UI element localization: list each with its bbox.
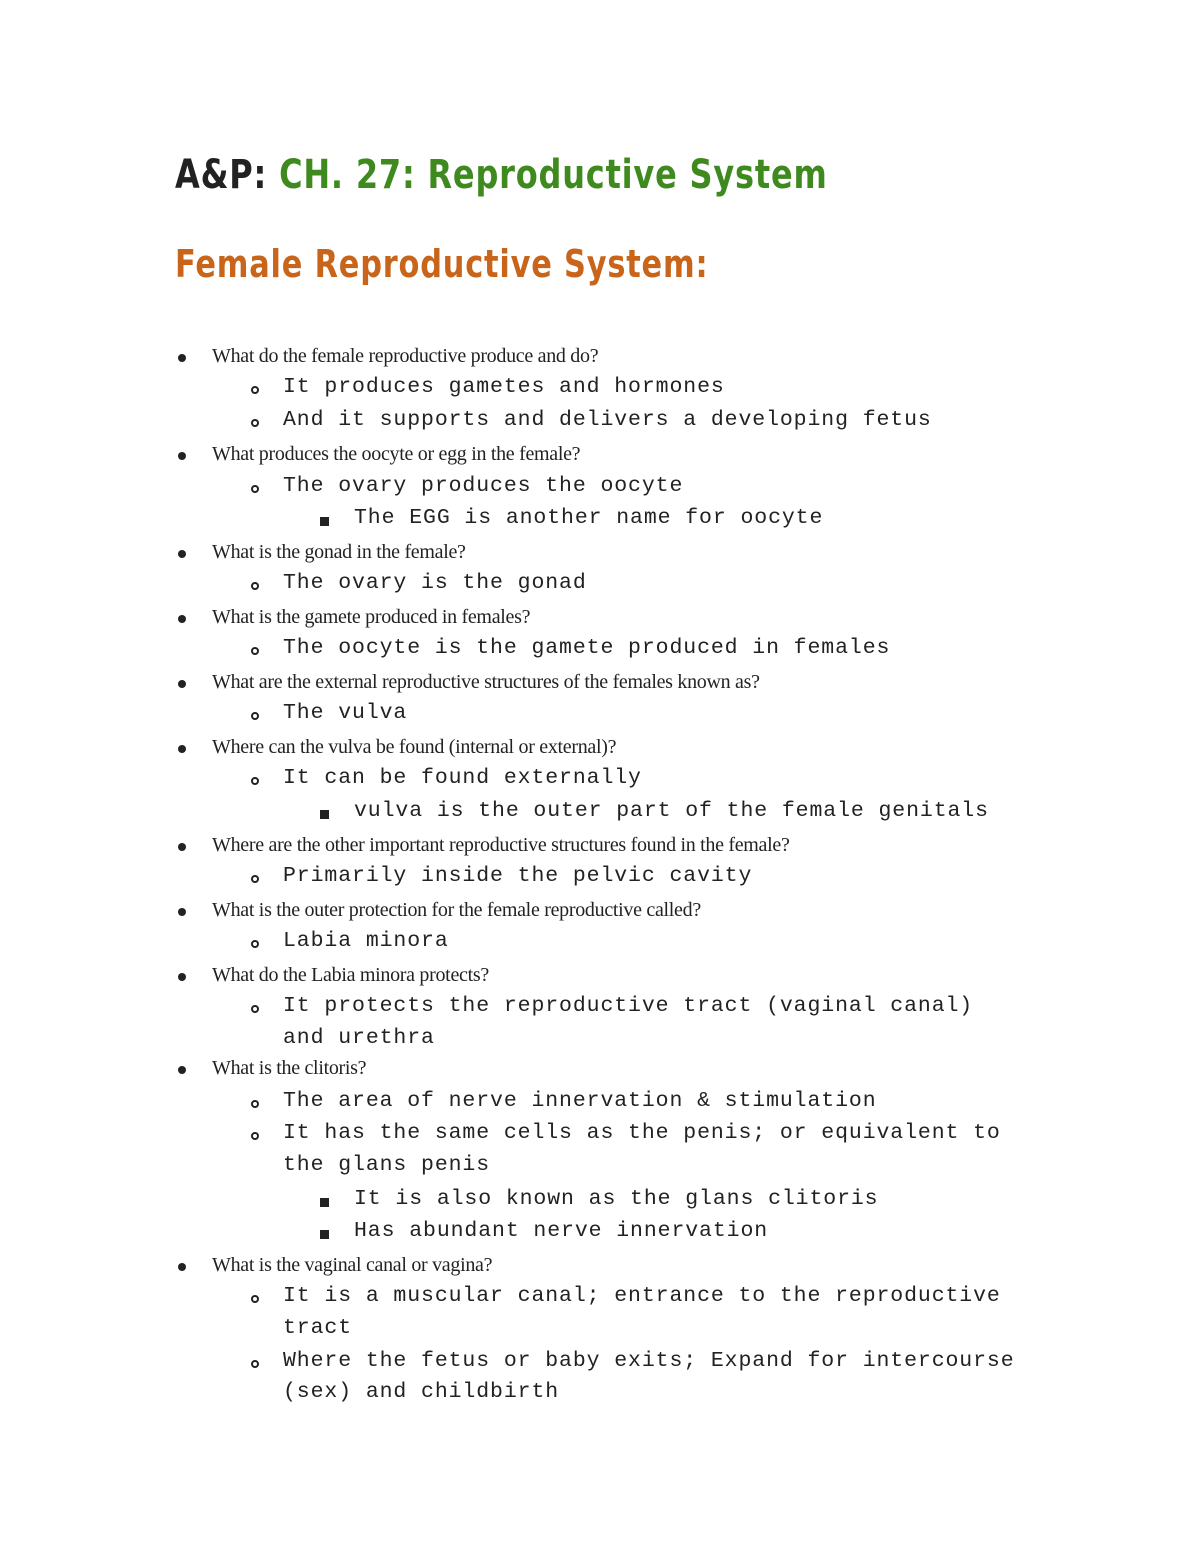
title-chapter: CH. 27: Reproductive System (279, 152, 828, 198)
title-course: A&P: (175, 152, 280, 198)
answer-item-bullet (251, 777, 259, 785)
answer-item: It protects the reproductive tract (vaginal canal) (283, 994, 974, 1018)
section-heading: Female Reproductive System: (175, 242, 709, 286)
question-item-bullet (178, 1263, 186, 1271)
answer-item-bullet (251, 419, 259, 427)
answer-item-bullet (251, 485, 259, 493)
question-item: What is the gonad in the female? (212, 541, 466, 563)
answer-item: The area of nerve innervation & stimulation (283, 1089, 877, 1113)
question-item-bullet (178, 973, 186, 981)
question-item-bullet (178, 745, 186, 753)
answer-item-bullet (251, 1005, 259, 1013)
answer-item-bullet (251, 712, 259, 720)
answer-item-bullet (251, 647, 259, 655)
question-item: What is the vaginal canal or vagina? (212, 1254, 493, 1276)
question-item-bullet (178, 1066, 186, 1074)
detail-item: It is also known as the glans clitoris (354, 1187, 879, 1211)
question-item-bullet (178, 843, 186, 851)
question-item: What is the outer protection for the female reproductive called? (212, 899, 701, 921)
question-item: Where are the other important reproductive structures found in the female? (212, 834, 790, 856)
question-item: What are the external reproductive structures of the females known as? (212, 671, 760, 693)
answer-item-bullet (251, 1360, 259, 1368)
answer-item: It produces gametes and hormones (283, 375, 725, 399)
answer-item-bullet (251, 875, 259, 883)
answer-continuation: tract (283, 1316, 353, 1340)
question-item-bullet (178, 680, 186, 688)
answer-continuation: and urethra (283, 1026, 435, 1050)
answer-item-bullet (251, 1295, 259, 1303)
question-item: What is the clitoris? (212, 1057, 367, 1079)
question-item-bullet (178, 452, 186, 460)
answer-item-bullet (251, 1100, 259, 1108)
answer-item: And it supports and delivers a developing fetus (283, 408, 932, 432)
detail-item-bullet (320, 810, 329, 819)
answer-continuation: the glans penis (283, 1153, 491, 1177)
answer-item: Primarily inside the pelvic cavity (283, 864, 753, 888)
answer-item-bullet (251, 1132, 259, 1140)
document-title (175, 152, 828, 198)
answer-item: The ovary produces the oocyte (283, 474, 684, 498)
answer-item: The ovary is the gonad (283, 571, 587, 595)
answer-item-bullet (251, 386, 259, 394)
question-item-bullet (178, 354, 186, 362)
answer-continuation: (sex) and childbirth (283, 1380, 560, 1404)
detail-item: The EGG is another name for oocyte (354, 506, 824, 530)
answer-item: Labia minora (283, 929, 449, 953)
detail-item-bullet (320, 1230, 329, 1239)
question-item: What do the female reproductive produce and do? (212, 345, 599, 367)
detail-item-bullet (320, 517, 329, 526)
question-item: What is the gamete produced in females? (212, 606, 531, 628)
answer-item: It can be found externally (283, 766, 642, 790)
answer-item: The oocyte is the gamete produced in females (283, 636, 891, 660)
question-item: Where can the vulva be found (internal or external)? (212, 736, 617, 758)
answer-item: Where the fetus or baby exits; Expand for intercourse (283, 1349, 1015, 1373)
answer-item: It has the same cells as the penis; or equivalent to (283, 1121, 1001, 1145)
question-item-bullet (178, 550, 186, 558)
answer-item-bullet (251, 582, 259, 590)
answer-item: The vulva (283, 701, 408, 725)
detail-item-bullet (320, 1198, 329, 1207)
question-item: What do the Labia minora protects? (212, 964, 489, 986)
answer-item-bullet (251, 940, 259, 948)
question-item: What produces the oocyte or egg in the female? (212, 443, 581, 465)
detail-item: Has abundant nerve innervation (354, 1219, 769, 1243)
question-item-bullet (178, 615, 186, 623)
answer-item: It is a muscular canal; entrance to the reproductive (283, 1284, 1001, 1308)
question-item-bullet (178, 908, 186, 916)
detail-item: vulva is the outer part of the female genitals (354, 799, 989, 823)
